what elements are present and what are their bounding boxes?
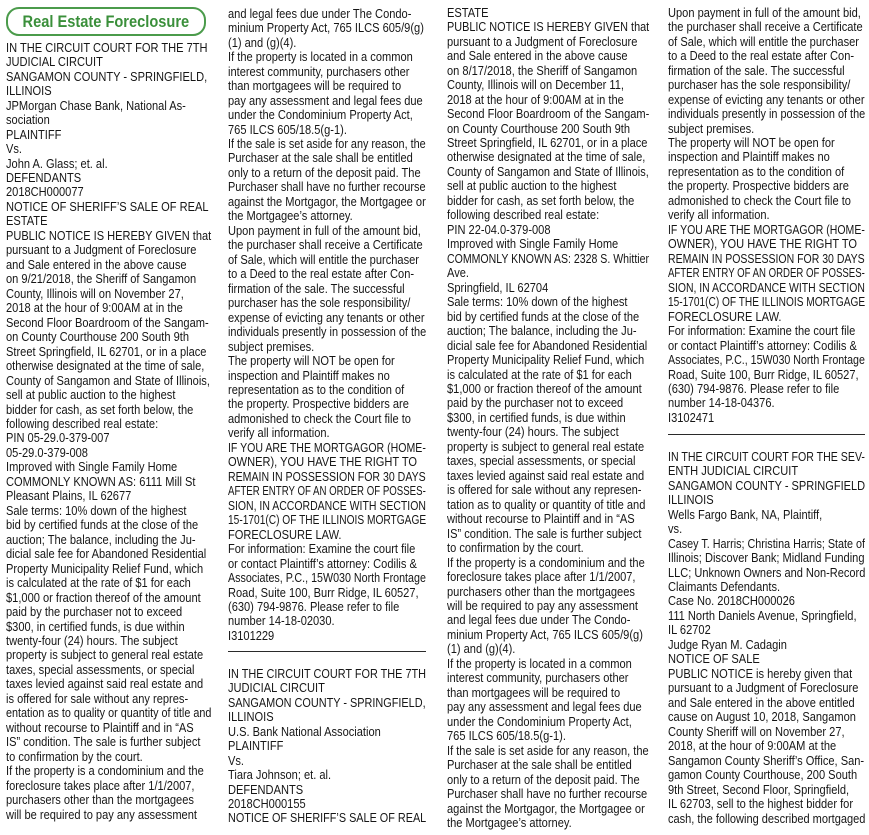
section-title-banner: [6, 7, 206, 36]
text-line: DEFENDANTS: [228, 782, 304, 797]
text-line: IN THE CIRCUIT COURT FOR THE 7TH: [228, 666, 427, 681]
text-line: interest community, purchasers other: [228, 64, 410, 79]
text-line: property is subject to general real estate: [447, 439, 645, 454]
text-line: bidder for cash, as set forth below, the: [6, 402, 194, 417]
text-line: Case No. 2018CH000026: [668, 594, 795, 609]
text-line: bid by certified funds at the close of the: [6, 518, 199, 533]
text-line: PIN 22-04.0-379-008: [447, 222, 551, 237]
notice-jpmorgan-v-glass: [6, 41, 211, 822]
text-line: number 14-18-04376.: [668, 396, 775, 411]
notice-wellsfargo-v-harris: [668, 450, 865, 826]
text-line: If the property is located in a common: [447, 656, 632, 671]
text-line: under the Condominium Property Act,: [447, 714, 632, 729]
text-line: COMMONLY KNOWN AS: 6111 Mill St: [6, 474, 196, 489]
text-line: of Sale, which will entitle the purchaser: [668, 34, 859, 49]
text-line: Vs.: [6, 142, 23, 157]
text-line: admonished to check the Court file to: [228, 411, 411, 426]
text-line: expense of evicting any tenants or other: [228, 310, 425, 325]
text-line: interest community, purchasers other: [447, 671, 629, 686]
text-line: FORECLOSURE LAW.: [668, 309, 782, 324]
text-line: and Sale entered in the above cause: [6, 257, 187, 272]
text-line: minium Property Act, 765 ILCS 605/9(g): [228, 21, 424, 36]
text-line: bid by certified funds at the close of the: [447, 309, 640, 324]
text-line: Associates, P.C., 15W030 North Frontage: [668, 353, 865, 368]
text-line: IL 62702: [668, 623, 711, 638]
text-line: County, Illinois will on December 11,: [447, 78, 624, 93]
text-line: SANGAMON COUNTY - SPRINGFIELD,: [228, 695, 426, 710]
text-line: verify all information.: [228, 426, 330, 441]
text-line: Property Municipality Relief Fund, which: [447, 353, 645, 368]
text-line: pursuant to a Judgment of Foreclosure: [668, 681, 859, 696]
text-line: paid by the purchaser not to exceed: [447, 396, 624, 411]
text-line: is calculated at the rate of $1 for each: [6, 576, 191, 591]
text-line: 2018, at the hour of 9:00AM at the: [668, 739, 837, 754]
text-line: Sale terms: 10% down of the highest: [447, 295, 628, 310]
text-line: sociation: [6, 113, 50, 128]
text-line: I3102471: [668, 410, 715, 425]
text-line: 765 ILCS 605/18.5(g-1).: [447, 729, 566, 744]
text-line: representation as to the condition of: [228, 382, 405, 397]
text-line: purchaser has the sole responsibility/: [228, 296, 411, 311]
text-line: OWNER), YOU HAVE THE RIGHT TO: [228, 455, 418, 470]
text-line: If the property is a condominium and the: [6, 764, 204, 779]
text-line: County of Sangamon and State of Illinois,: [6, 373, 210, 388]
text-line: and Sale entered in the above cause: [447, 49, 628, 64]
text-line: paid by the purchaser not to exceed: [6, 605, 183, 620]
text-line: foreclosure takes place after 1/1/2007,: [6, 778, 195, 793]
text-line: ILLINOIS: [668, 493, 714, 508]
text-line: the Mortgagee’s attorney.: [447, 816, 572, 831]
text-line: dicial sale fee for Abandoned Residential: [447, 338, 648, 353]
section-title: Real Estate Foreclosure: [22, 11, 190, 31]
text-line: otherwise designated at the time of sale,: [447, 150, 646, 165]
text-line: JPMorgan Chase Bank, National As-: [6, 98, 186, 113]
text-line: foreclosure takes place after 1/1/2007,: [447, 570, 636, 585]
text-line: 765 ILCS 605/18.5(g-1).: [228, 122, 347, 137]
text-line: PLAINTIFF: [228, 739, 284, 754]
text-line: If the sale is set aside for any reason, the: [228, 137, 426, 152]
text-line: Wells Fargo Bank, NA, Plaintiff,: [668, 507, 823, 522]
text-line: 111 North Daniels Avenue, Springfield,: [668, 608, 857, 623]
notice-separator-rule: [228, 651, 426, 652]
text-line: 2018CH000077: [6, 185, 84, 200]
text-line: than mortgagees will be required to: [228, 79, 402, 94]
text-line: County Sheriff will on November 27,: [668, 724, 845, 739]
text-line: Second Floor Boardroom of the Sangam-: [447, 107, 650, 122]
text-line: County, Illinois will on November 27,: [6, 286, 184, 301]
text-line: Illinois; Discover Bank; Midland Funding: [668, 551, 865, 566]
text-line: $1,000 or fraction thereof of the amount: [6, 590, 201, 605]
text-line: pay any assessment and legal fees due: [228, 93, 423, 108]
text-line: taxes levied against said real estate and: [6, 677, 204, 692]
text-line: Ave.: [447, 266, 469, 281]
text-line: Sangamon County Sheriff’s Office, San-: [668, 753, 865, 768]
text-line: under the Condominium Property Act,: [228, 108, 413, 123]
text-line: and legal fees due under The Condo-: [447, 613, 631, 628]
text-line: following described real estate:: [447, 208, 600, 223]
text-line: ILLINOIS: [6, 84, 52, 99]
text-line: Street Springfield, IL 62701, or in a place: [447, 136, 648, 151]
text-line: Vs.: [228, 753, 245, 768]
text-line: number 14-18-02030.: [228, 614, 335, 629]
text-line: without recourse to Plaintiff and in “AS: [6, 720, 194, 735]
text-line: the purchaser shall receive a Certificate: [668, 20, 863, 35]
text-line: Claimants Defendants.: [668, 580, 781, 595]
text-line: firmation of the sale. The successful: [668, 63, 845, 78]
text-line: Upon payment in full of the amount bid,: [668, 5, 861, 20]
text-line: ENTH JUDICIAL CIRCUIT: [668, 464, 799, 479]
text-line: the purchaser shall receive a Certificate: [228, 238, 423, 253]
text-line: FORECLOSURE LAW.: [228, 527, 342, 542]
text-line: 15-1701(C) OF THE ILLINOIS MORTGAGE: [668, 295, 866, 310]
text-line: will be required to pay any assessment: [6, 807, 197, 822]
text-line: COMMONLY KNOWN AS: 2328 S. Whittier: [447, 251, 649, 266]
text-line: If the property is a condominium and the: [447, 555, 645, 570]
text-line: SION, IN ACCORDANCE WITH SECTION: [228, 498, 426, 513]
text-line: Purchaser at the sale shall be entitled: [228, 151, 413, 166]
text-line: to a Deed to the real estate after Con-: [668, 49, 855, 64]
text-line: entation as to quality or quantity of title and: [6, 706, 212, 721]
text-line: AFTER ENTRY OF AN ORDER OF POSSES-: [228, 484, 426, 499]
text-line: For information: Examine the court file: [228, 542, 416, 557]
text-line: County of Sangamon and State of Illinois,: [447, 164, 649, 179]
text-line: bidder for cash, as set forth below, the: [447, 193, 635, 208]
text-line: 2018 at the hour of 9:00AM at in the: [447, 92, 624, 107]
text-line: is calculated at the rate of $1 for each: [447, 367, 632, 382]
text-line: without recourse to Plaintiff and in “AS: [447, 512, 635, 527]
notice-usbank-v-johnson: [228, 667, 426, 826]
text-line: Second Floor Boardroom of the Sangam-: [6, 315, 209, 330]
text-line: twenty-four (24) hours. The subject: [447, 425, 619, 440]
text-line: $1,000 or fraction thereof of the amount: [447, 381, 642, 396]
text-line: gamon County Courthouse, 200 South: [668, 768, 858, 783]
text-line: dicial sale fee for Abandoned Residential: [6, 547, 207, 562]
text-line: SANGAMON COUNTY - SPRINGFIELD: [668, 478, 866, 493]
text-line: the Mortgagee’s attorney.: [228, 209, 353, 224]
text-line: IN THE CIRCUIT COURT FOR THE SEV-: [668, 449, 865, 464]
text-line: If the sale is set aside for any reason, the: [447, 743, 649, 758]
text-line: the property. Prospective bidders are: [228, 397, 409, 412]
text-line: The property will NOT be open for: [228, 354, 395, 369]
text-line: Sale terms: 10% down of the highest: [6, 503, 187, 518]
text-line: IF YOU ARE THE MORTGAGOR (HOME-: [668, 222, 865, 237]
text-line: 05-29.0-379-008: [6, 445, 88, 460]
text-line: purchaser has the sole responsibility/: [668, 78, 851, 93]
text-line: DEFENDANTS: [6, 171, 82, 186]
text-line: following described real estate:: [6, 416, 159, 431]
text-line: Casey T. Harris; Christina Harris; State of: [668, 536, 866, 551]
notice-separator-rule: [668, 434, 865, 435]
text-line: taxes, special assessments, or special: [6, 662, 195, 677]
text-line: Tiara Johnson; et. al.: [228, 768, 332, 783]
text-line: $300, in certified funds, is due within: [447, 410, 626, 425]
text-line: subject premises.: [228, 339, 315, 354]
text-line: only to a return of the deposit paid. The: [228, 165, 421, 180]
text-line: expense of evicting any tenants or other: [668, 92, 865, 107]
text-line: Improved with Single Family Home: [6, 460, 178, 475]
text-line: PIN 05-29.0-379-007: [6, 431, 110, 446]
text-line: ESTATE: [447, 5, 489, 20]
text-line: purchasers other than the mortgagees: [6, 793, 194, 808]
text-line: NOTICE OF SHERIFF’S SALE OF REAL: [228, 811, 427, 826]
text-line: to a Deed to the real estate after Con-: [228, 267, 415, 282]
text-line: OWNER), YOU HAVE THE RIGHT TO: [668, 237, 858, 252]
text-line: sell at public auction to the highest: [6, 388, 176, 403]
text-line: NOTICE OF SHERIFF’S SALE OF REAL: [6, 199, 209, 214]
text-line: IN THE CIRCUIT COURT FOR THE 7TH: [6, 40, 208, 55]
text-line: representation as to the condition of: [668, 164, 845, 179]
text-line: individuals presently in possession of the: [668, 107, 866, 122]
notice-usbank-v-johnson-end: [668, 6, 865, 426]
text-line: verify all information.: [668, 208, 770, 223]
text-line: on County Courthouse 200 South 9th: [447, 121, 630, 136]
text-line: Purchaser at the sale shall be entitled: [447, 758, 632, 773]
text-line: Improved with Single Family Home: [447, 237, 619, 252]
text-line: minium Property Act, 765 ILCS 605/9(g): [447, 627, 643, 642]
text-line: (1) and (g)(4).: [447, 642, 516, 657]
text-line: and legal fees due under The Condo-: [228, 6, 412, 21]
text-line: auction; The balance, including the Ju-: [6, 532, 196, 547]
text-line: John A. Glass; et. al.: [6, 156, 108, 171]
text-line: ILLINOIS: [228, 710, 274, 725]
text-line: SANGAMON COUNTY - SPRINGFIELD,: [6, 69, 208, 84]
text-line: against the Mortgagor, the Mortgagee or: [228, 194, 426, 209]
text-line: cash, the following described mortgaged: [668, 811, 866, 826]
text-line: Road, Suite 100, Burr Ridge, IL 60527,: [668, 367, 859, 382]
text-line: AFTER ENTRY OF AN ORDER OF POSSES-: [668, 266, 865, 281]
text-line: REMAIN IN POSSESSION FOR 30 DAYS: [228, 469, 426, 484]
text-line: Pleasant Plains, IL 62677: [6, 489, 132, 504]
text-line: IS” condition. The sale is further subject: [447, 526, 642, 541]
text-line: PUBLIC NOTICE IS HEREBY GIVEN that: [6, 228, 212, 243]
text-line: JUDICIAL CIRCUIT: [6, 55, 103, 70]
text-line: tation as to quality or quantity of title and: [447, 497, 646, 512]
text-line: Property Municipality Relief Fund, which: [6, 561, 204, 576]
text-line: PUBLIC NOTICE IS HEREBY GIVEN that: [447, 20, 650, 35]
text-line: is offered for sale without any repres-: [6, 691, 189, 706]
text-line: firmation of the sale. The successful: [228, 281, 405, 296]
text-line: The property will NOT be open for: [668, 136, 835, 151]
text-line: to confirmation by the court.: [6, 749, 143, 764]
text-line: Road, Suite 100, Burr Ridge, IL 60527,: [228, 585, 419, 600]
text-line: taxes levied against said real estate and: [447, 468, 645, 483]
text-line: $300, in certified funds, is due within: [6, 619, 185, 634]
text-line: (1) and (g)(4).: [228, 35, 297, 50]
text-line: than mortgagees will be required to: [447, 685, 621, 700]
text-line: 2018 at the hour of 9:00AM at in the: [6, 301, 183, 316]
text-line: on County Courthouse 200 South 9th: [6, 330, 189, 345]
text-line: 9th Street, Second Floor, Springfield,: [668, 782, 850, 797]
text-line: auction; The balance, including the Ju-: [447, 324, 637, 339]
text-line: cause on August 10, 2018, Sangamon: [668, 710, 856, 725]
text-line: will be required to pay any assessment: [447, 599, 638, 614]
text-line: JUDICIAL CIRCUIT: [228, 681, 325, 696]
text-line: (630) 794-9876. Please refer to file: [668, 381, 840, 396]
text-line: For information: Examine the court file: [668, 324, 856, 339]
text-line: Purchaser shall have no further recourse: [228, 180, 426, 195]
text-line: individuals presently in possession of the: [228, 325, 427, 340]
text-line: Springfield, IL 62704: [447, 280, 549, 295]
text-line: Purchaser shall have no further recourse: [447, 787, 648, 802]
text-line: PLAINTIFF: [6, 127, 62, 142]
text-line: twenty-four (24) hours. The subject: [6, 634, 178, 649]
text-line: the property. Prospective bidders are: [668, 179, 849, 194]
text-line: and Sale entered in the above entitled: [668, 695, 855, 710]
text-line: pursuant to a Judgment of Foreclosure: [6, 243, 197, 258]
text-line: I3101229: [228, 628, 275, 643]
text-line: subject premises.: [668, 121, 755, 136]
text-line: 15-1701(C) OF THE ILLINOIS MORTGAGE: [228, 513, 427, 528]
text-line: purchasers other than the mortgagees: [447, 584, 635, 599]
text-line: to confirmation by the court.: [447, 541, 584, 556]
text-line: inspection and Plaintiff makes no: [668, 150, 830, 165]
text-line: only to a return of the deposit paid. The: [447, 772, 640, 787]
text-line: (630) 794-9876. Please refer to file: [228, 600, 400, 615]
text-line: is offered for sale without any represen-: [447, 483, 642, 498]
text-line: PUBLIC NOTICE is hereby given that: [668, 666, 853, 681]
text-line: Associates, P.C., 15W030 North Frontage: [228, 571, 426, 586]
text-line: or contact Plaintiff’s attorney: Codilis &: [228, 556, 417, 571]
text-line: IL 62703, sell to the highest bidder for: [668, 797, 854, 812]
text-line: pursuant to a Judgment of Foreclosure: [447, 34, 638, 49]
text-line: U.S. Bank National Association: [228, 724, 381, 739]
text-line: property is subject to general real estate: [6, 648, 204, 663]
text-line: Upon payment in full of the amount bid,: [228, 223, 421, 238]
text-line: If the property is located in a common: [228, 50, 413, 65]
text-line: otherwise designated at the time of sale,: [6, 359, 205, 374]
text-line: or contact Plaintiff’s attorney: Codilis &: [668, 338, 857, 353]
notice-usbank-v-johnson-continued: [447, 6, 649, 831]
text-line: against the Mortgagor, the Mortgagee or: [447, 801, 645, 816]
text-line: sell at public auction to the highest: [447, 179, 617, 194]
text-line: inspection and Plaintiff makes no: [228, 368, 390, 383]
notice-jpmorgan-v-glass-continued: [228, 7, 426, 644]
text-line: ESTATE: [6, 214, 48, 229]
text-line: Street Springfield, IL 62701, or in a place: [6, 344, 207, 359]
text-line: of Sale, which will entitle the purchaser: [228, 252, 419, 267]
text-line: pay any assessment and legal fees due: [447, 700, 642, 715]
text-line: Judge Ryan M. Cadagin: [668, 637, 787, 652]
text-line: on 8/17/2018, the Sheriff of Sangamon: [447, 63, 638, 78]
text-line: 2018CH000155: [228, 797, 306, 812]
text-line: LLC; Unknown Owners and Non-Record: [668, 565, 866, 580]
text-line: on 9/21/2018, the Sheriff of Sangamon: [6, 272, 197, 287]
text-line: IF YOU ARE THE MORTGAGOR (HOME-: [228, 440, 426, 455]
text-line: vs.: [668, 522, 683, 537]
text-line: REMAIN IN POSSESSION FOR 30 DAYS: [668, 251, 865, 266]
text-line: NOTICE OF SALE: [668, 652, 760, 667]
text-line: admonished to check the Court file to: [668, 193, 851, 208]
text-line: SION, IN ACCORDANCE WITH SECTION: [668, 280, 865, 295]
text-line: taxes, special assessments, or special: [447, 454, 636, 469]
text-line: IS” condition. The sale is further subject: [6, 735, 201, 750]
